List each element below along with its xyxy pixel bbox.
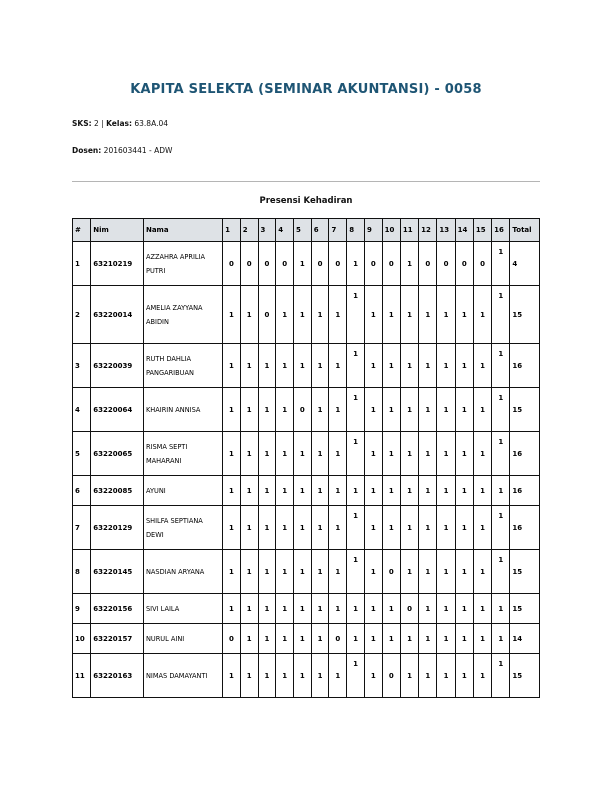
attendance-cell: 1 [329, 388, 347, 432]
attendance-cell: 1 [400, 476, 418, 506]
attendance-cell: 1 [276, 476, 294, 506]
attendance-cell: 1 [223, 388, 241, 432]
attendance-cell: 1 [364, 388, 382, 432]
attendance-cell: 1 [455, 286, 473, 344]
attendance-cell: 1 [382, 388, 400, 432]
table-title: Presensi Kehadiran [259, 196, 353, 206]
attendance-cell: 1 [492, 594, 510, 624]
attendance-cell: 1 [455, 550, 473, 594]
attendance-cell: 1 [276, 388, 294, 432]
attendance-cell: 1 [240, 506, 258, 550]
attendance-cell: 1 [382, 286, 400, 344]
table-row [73, 594, 540, 624]
attendance-cell: 1 [258, 654, 276, 698]
attendance-cell: 0 [364, 242, 382, 286]
attendance-cell: 0 [419, 242, 437, 286]
row-number: 7 [73, 506, 91, 550]
attendance-cell: 1 [455, 432, 473, 476]
attendance-cell: 1 [492, 476, 510, 506]
table-row [73, 550, 540, 594]
class-info [72, 119, 168, 128]
dosen-value: 201603441 - ADW [103, 146, 173, 155]
column-header: 15 [473, 219, 491, 242]
attendance-cell: 1 [437, 388, 455, 432]
attendance-cell: 1 [311, 550, 329, 594]
total-cell: 16 [510, 432, 540, 476]
attendance-cell: 1 [400, 654, 418, 698]
attendance-cell: 1 [347, 506, 365, 550]
table-row [73, 654, 540, 698]
column-header: 6 [311, 219, 329, 242]
attendance-cell: 1 [437, 476, 455, 506]
attendance-cell: 1 [294, 624, 312, 654]
sks-value: 2 [94, 119, 99, 128]
student-name: RUTH DAHLIA PANGARIBUAN [143, 344, 222, 388]
attendance-cell: 1 [294, 654, 312, 698]
attendance-cell: 1 [419, 550, 437, 594]
attendance-cell: 1 [311, 594, 329, 624]
student-nim: 63220157 [91, 624, 144, 654]
attendance-cell: 1 [294, 594, 312, 624]
attendance-cell: 1 [455, 506, 473, 550]
attendance-cell: 1 [258, 344, 276, 388]
column-header: 7 [329, 219, 347, 242]
attendance-cell: 1 [329, 476, 347, 506]
attendance-cell: 1 [294, 344, 312, 388]
attendance-cell: 1 [455, 594, 473, 624]
attendance-cell: 1 [276, 432, 294, 476]
column-header: 8 [347, 219, 365, 242]
attendance-cell: 1 [364, 286, 382, 344]
attendance-cell: 1 [455, 344, 473, 388]
table-row [73, 432, 540, 476]
student-name: NASDIAN ARYANA [143, 550, 222, 594]
total-cell: 16 [510, 476, 540, 506]
attendance-cell: 1 [258, 476, 276, 506]
attendance-cell: 1 [347, 344, 365, 388]
attendance-cell: 0 [455, 242, 473, 286]
row-number: 5 [73, 432, 91, 476]
row-number: 8 [73, 550, 91, 594]
attendance-cell: 1 [311, 286, 329, 344]
attendance-cell: 1 [223, 654, 241, 698]
attendance-cell: 0 [258, 286, 276, 344]
attendance-cell: 0 [382, 550, 400, 594]
row-number: 11 [73, 654, 91, 698]
table-row [73, 506, 540, 550]
attendance-cell: 1 [382, 476, 400, 506]
total-cell: 15 [510, 550, 540, 594]
attendance-cell: 1 [329, 506, 347, 550]
attendance-cell: 1 [329, 432, 347, 476]
attendance-cell: 1 [276, 344, 294, 388]
student-nim: 63220156 [91, 594, 144, 624]
attendance-cell: 1 [382, 624, 400, 654]
row-number: 4 [73, 388, 91, 432]
kelas-label: Kelas: [106, 119, 132, 128]
attendance-cell: 1 [419, 388, 437, 432]
attendance-cell: 1 [400, 624, 418, 654]
attendance-cell: 0 [311, 242, 329, 286]
student-nim: 63220039 [91, 344, 144, 388]
attendance-cell: 1 [311, 432, 329, 476]
attendance-cell: 1 [311, 506, 329, 550]
table-row [73, 242, 540, 286]
row-number: 6 [73, 476, 91, 506]
attendance-cell: 1 [223, 476, 241, 506]
student-nim: 63220014 [91, 286, 144, 344]
total-cell: 4 [510, 242, 540, 286]
attendance-cell: 0 [223, 242, 241, 286]
attendance-cell: 1 [492, 388, 510, 432]
attendance-cell: 1 [294, 242, 312, 286]
attendance-cell: 1 [473, 624, 491, 654]
page-title: KAPITA SELEKTA (SEMINAR AKUNTANSI) - 0058 [130, 82, 482, 97]
attendance-cell: 1 [473, 344, 491, 388]
attendance-cell: 1 [473, 432, 491, 476]
attendance-cell: 1 [473, 594, 491, 624]
attendance-cell: 1 [311, 344, 329, 388]
attendance-cell: 0 [329, 242, 347, 286]
attendance-cell: 1 [364, 550, 382, 594]
student-nim: 63220064 [91, 388, 144, 432]
total-cell: 15 [510, 388, 540, 432]
table-row [73, 388, 540, 432]
attendance-cell: 1 [276, 506, 294, 550]
kelas-value: 63.8A.04 [134, 119, 169, 128]
attendance-cell: 1 [492, 624, 510, 654]
attendance-cell: 1 [276, 624, 294, 654]
total-cell: 15 [510, 286, 540, 344]
sks-label: SKS: [72, 119, 92, 128]
attendance-cell: 1 [240, 344, 258, 388]
attendance-cell: 1 [455, 624, 473, 654]
attendance-cell: 1 [347, 388, 365, 432]
attendance-cell: 1 [240, 286, 258, 344]
attendance-cell: 1 [419, 506, 437, 550]
attendance-cell: 1 [347, 594, 365, 624]
attendance-cell: 1 [419, 594, 437, 624]
total-cell: 15 [510, 594, 540, 624]
column-header: Nama [143, 219, 222, 242]
attendance-cell: 1 [382, 432, 400, 476]
attendance-cell: 1 [276, 550, 294, 594]
attendance-cell: 1 [437, 286, 455, 344]
dosen-label: Dosen: [72, 146, 102, 155]
student-nim: 63220065 [91, 432, 144, 476]
attendance-cell: 1 [419, 654, 437, 698]
attendance-cell: 1 [400, 388, 418, 432]
row-number: 2 [73, 286, 91, 344]
attendance-cell: 1 [437, 594, 455, 624]
attendance-cell: 1 [258, 506, 276, 550]
attendance-cell: 1 [382, 506, 400, 550]
row-number: 9 [73, 594, 91, 624]
attendance-cell: 1 [419, 624, 437, 654]
attendance-cell: 1 [311, 476, 329, 506]
student-nim: 63220145 [91, 550, 144, 594]
attendance-cell: 1 [223, 506, 241, 550]
attendance-cell: 1 [437, 654, 455, 698]
column-header: 10 [382, 219, 400, 242]
attendance-cell: 1 [276, 594, 294, 624]
attendance-cell: 1 [223, 432, 241, 476]
attendance-cell: 0 [294, 388, 312, 432]
student-name: NIMAS DAMAYANTI [143, 654, 222, 698]
student-name: SHILFA SEPTIANA DEWI [143, 506, 222, 550]
attendance-cell: 1 [364, 432, 382, 476]
total-cell: 16 [510, 506, 540, 550]
attendance-cell: 1 [258, 432, 276, 476]
attendance-cell: 1 [329, 594, 347, 624]
attendance-cell: 1 [400, 242, 418, 286]
attendance-cell: 1 [347, 654, 365, 698]
attendance-cell: 1 [419, 344, 437, 388]
attendance-cell: 1 [437, 624, 455, 654]
column-header: 1 [223, 219, 241, 242]
attendance-cell: 1 [364, 654, 382, 698]
attendance-cell: 1 [329, 550, 347, 594]
attendance-cell: 0 [473, 242, 491, 286]
divider [72, 181, 540, 182]
attendance-cell: 1 [347, 550, 365, 594]
total-cell: 15 [510, 654, 540, 698]
attendance-cell: 1 [347, 432, 365, 476]
attendance-cell: 1 [240, 624, 258, 654]
attendance-cell: 0 [240, 242, 258, 286]
attendance-cell: 1 [294, 286, 312, 344]
attendance-cell: 0 [223, 624, 241, 654]
separator: | [101, 119, 104, 128]
lecturer-info [72, 146, 172, 155]
attendance-cell: 1 [364, 344, 382, 388]
attendance-cell: 1 [437, 432, 455, 476]
attendance-cell: 1 [294, 432, 312, 476]
attendance-cell: 1 [473, 550, 491, 594]
attendance-cell: 0 [276, 242, 294, 286]
attendance-cell: 1 [400, 344, 418, 388]
attendance-cell: 1 [240, 594, 258, 624]
student-name: AZZAHRA APRILIA PUTRI [143, 242, 222, 286]
attendance-cell: 1 [492, 550, 510, 594]
attendance-cell: 1 [276, 654, 294, 698]
attendance-cell: 1 [364, 594, 382, 624]
attendance-cell: 1 [437, 550, 455, 594]
attendance-cell: 1 [223, 550, 241, 594]
attendance-cell: 1 [329, 286, 347, 344]
table-row [73, 344, 540, 388]
table-row [73, 286, 540, 344]
attendance-cell: 1 [347, 624, 365, 654]
attendance-cell: 1 [492, 654, 510, 698]
attendance-cell: 1 [437, 344, 455, 388]
student-nim: 63220163 [91, 654, 144, 698]
attendance-cell: 1 [473, 476, 491, 506]
table-row [73, 624, 540, 654]
attendance-cell: 0 [400, 594, 418, 624]
attendance-cell: 1 [258, 550, 276, 594]
column-header: Total [510, 219, 540, 242]
column-header: 9 [364, 219, 382, 242]
attendance-cell: 1 [294, 476, 312, 506]
attendance-cell: 1 [437, 506, 455, 550]
attendance-cell: 1 [492, 344, 510, 388]
column-header: 16 [492, 219, 510, 242]
column-header: Nim [91, 219, 144, 242]
attendance-cell: 1 [455, 388, 473, 432]
attendance-cell: 1 [311, 624, 329, 654]
attendance-cell: 0 [258, 242, 276, 286]
row-number: 3 [73, 344, 91, 388]
attendance-cell: 1 [258, 624, 276, 654]
attendance-cell: 1 [419, 476, 437, 506]
attendance-cell: 1 [240, 476, 258, 506]
attendance-cell: 1 [455, 654, 473, 698]
attendance-cell: 1 [473, 506, 491, 550]
attendance-cell: 1 [240, 388, 258, 432]
student-name: RISMA SEPTI MAHARANI [143, 432, 222, 476]
attendance-cell: 1 [400, 286, 418, 344]
column-header: 4 [276, 219, 294, 242]
student-name: NURUL AINI [143, 624, 222, 654]
attendance-cell: 1 [419, 286, 437, 344]
attendance-cell: 1 [240, 432, 258, 476]
attendance-cell: 1 [240, 550, 258, 594]
table-body [73, 242, 540, 698]
attendance-cell: 0 [382, 242, 400, 286]
attendance-cell: 1 [347, 476, 365, 506]
attendance-cell: 1 [240, 654, 258, 698]
row-number: 10 [73, 624, 91, 654]
column-header: 5 [294, 219, 312, 242]
attendance-cell: 1 [223, 594, 241, 624]
attendance-cell: 1 [492, 432, 510, 476]
attendance-cell: 1 [364, 624, 382, 654]
student-name: AMELIA ZAYYANA ABIDIN [143, 286, 222, 344]
column-header: 2 [240, 219, 258, 242]
attendance-cell: 1 [347, 242, 365, 286]
attendance-cell: 1 [400, 432, 418, 476]
attendance-cell: 0 [382, 654, 400, 698]
attendance-cell: 1 [347, 286, 365, 344]
attendance-cell: 1 [329, 654, 347, 698]
attendance-cell: 1 [364, 476, 382, 506]
attendance-cell: 1 [492, 286, 510, 344]
attendance-cell: 1 [223, 286, 241, 344]
attendance-cell: 1 [294, 550, 312, 594]
attendance-cell: 0 [329, 624, 347, 654]
header-row [73, 219, 540, 242]
attendance-cell: 1 [276, 286, 294, 344]
row-number: 1 [73, 242, 91, 286]
total-cell: 14 [510, 624, 540, 654]
attendance-cell: 1 [364, 506, 382, 550]
attendance-cell: 1 [492, 242, 510, 286]
attendance-cell: 1 [329, 344, 347, 388]
student-name: KHAIRIN ANNISA [143, 388, 222, 432]
student-nim: 63210219 [91, 242, 144, 286]
attendance-cell: 1 [473, 286, 491, 344]
attendance-cell: 1 [258, 594, 276, 624]
table-row [73, 476, 540, 506]
student-name: AYUNI [143, 476, 222, 506]
attendance-cell: 1 [473, 654, 491, 698]
column-header: 13 [437, 219, 455, 242]
student-nim: 63220129 [91, 506, 144, 550]
column-header: 3 [258, 219, 276, 242]
attendance-cell: 1 [258, 388, 276, 432]
attendance-cell: 1 [294, 506, 312, 550]
total-cell: 16 [510, 344, 540, 388]
column-header: # [73, 219, 91, 242]
student-name: SIVI LAILA [143, 594, 222, 624]
attendance-cell: 1 [223, 344, 241, 388]
attendance-cell: 1 [400, 550, 418, 594]
attendance-cell: 1 [473, 388, 491, 432]
attendance-cell: 1 [419, 432, 437, 476]
column-header: 11 [400, 219, 418, 242]
attendance-cell: 1 [492, 506, 510, 550]
attendance-cell: 1 [400, 506, 418, 550]
attendance-cell: 1 [455, 476, 473, 506]
attendance-table [72, 218, 540, 698]
student-nim: 63220085 [91, 476, 144, 506]
attendance-cell: 0 [437, 242, 455, 286]
attendance-cell: 1 [382, 344, 400, 388]
column-header: 14 [455, 219, 473, 242]
attendance-cell: 1 [382, 594, 400, 624]
attendance-cell: 1 [311, 388, 329, 432]
column-header: 12 [419, 219, 437, 242]
attendance-cell: 1 [311, 654, 329, 698]
